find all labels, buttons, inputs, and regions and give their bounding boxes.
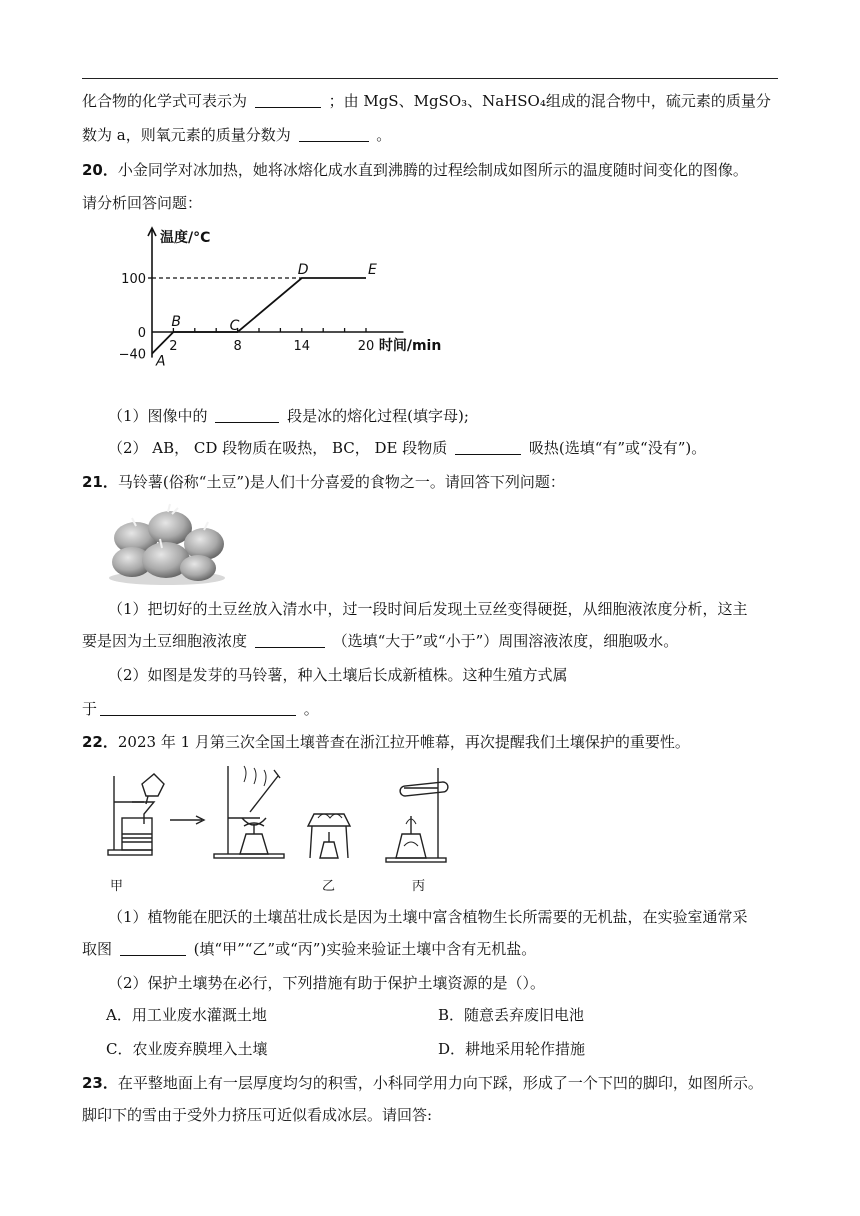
x-tick-label: 20 <box>357 339 375 354</box>
question-number: 22． <box>82 733 118 751</box>
option-d[interactable]: D．耕地采用轮作措施 <box>438 1040 586 1058</box>
q19-answer-blank-1[interactable] <box>255 91 321 108</box>
q23-stem-line-1 <box>82 1072 763 1094</box>
q21-answer-blank-2[interactable] <box>100 699 296 716</box>
q21-sub1-text: （选填“大于”或“小于”）周围溶液浓度，细胞吸水。 <box>332 632 679 650</box>
q20-sub2-text: （2） AB， CD 段物质在吸热， BC， DE 段物质 <box>108 439 448 457</box>
question-number: 20． <box>82 161 118 179</box>
q20-stem: 小金同学对冰加热，她将冰熔化成水直到沸腾的过程绘制成如图所示的温度随时间变化的图像。 <box>117 161 748 179</box>
q20-sub1-text: （1）图像中的 <box>108 407 208 425</box>
apparatus-yi-gauze-heating <box>308 814 350 858</box>
option-b[interactable]: B．随意丢弃废旧电池 <box>438 1006 585 1024</box>
q22-stem-text: 2023 年 1 月第三次全国土壤普查在浙江拉开帷幕，再次提醒我们土壤保护的重要性。 <box>117 733 690 751</box>
y-tick-label: 0 <box>137 326 146 341</box>
q20-stem-line-2 <box>82 192 202 214</box>
point-label: E <box>368 262 377 278</box>
q21-sub2-text: 。 <box>303 700 319 718</box>
q21-stem-text: 马铃薯(俗称“土豆”)是人们十分喜爱的食物之一。请回答下列问题： <box>117 473 565 491</box>
x-axis-label: 时间/min <box>378 338 442 354</box>
q20-sub1 <box>108 405 469 427</box>
option-c[interactable]: C．农业废弃膜埋入土壤 <box>106 1040 268 1058</box>
q20-sub1-text: 段是冰的熔化过程(填字母); <box>287 407 469 425</box>
q19-text: ；由 MgS、MgSO₃、NaHSO₄组成的混合物中，硫元素的质量分 <box>328 92 771 110</box>
q21-stem <box>82 471 565 493</box>
x-tick-label: 2 <box>169 339 178 354</box>
figure-label-yi: 乙 <box>322 879 336 894</box>
q22-stem <box>82 731 690 753</box>
temperature-time-chart <box>100 222 442 378</box>
q22-sub1-text: （1）植物能在肥沃的土壤茁壮成长是因为土壤中富含植物生长所需要的无机盐，在实验室通常采 <box>108 908 748 926</box>
q20-answer-blank-1[interactable] <box>215 406 279 423</box>
series-line <box>152 278 366 354</box>
q22-sub1-text: (填“甲”“乙”或“丙”)实验来验证土壤中含有无机盐。 <box>193 940 537 958</box>
apparatus-bing-test-tube <box>386 768 448 862</box>
point-label: A <box>156 353 166 370</box>
point-label: C <box>229 318 240 334</box>
header-rule <box>82 78 778 79</box>
question-number: 23． <box>82 1074 118 1092</box>
y-axis-label: 温度/°C <box>160 230 211 246</box>
apparatus-jia-filtration <box>108 774 164 855</box>
point-label: D <box>297 262 309 278</box>
apparatus-evaporation <box>214 766 284 858</box>
q19-text: 数为 a，则氧元素的质量分数为 <box>82 126 291 144</box>
q21-answer-blank-1[interactable] <box>255 631 325 648</box>
q23-stem-line-2 <box>82 1104 432 1126</box>
q19-text: 化合物的化学式可表示为 <box>82 92 248 110</box>
q22-sub1-text: 取图 <box>82 940 113 958</box>
q22-sub2 <box>108 972 545 994</box>
sprouting-potato-photo <box>106 500 228 586</box>
q22-sub2-text: （2）保护土壤势在必行，下列措施有助于保护土壤资源的是（）。 <box>108 974 546 992</box>
q22-answer-blank[interactable] <box>120 939 186 956</box>
q21-sub2-line-1 <box>108 664 568 686</box>
soil-experiment-apparatus-figure <box>104 762 454 890</box>
q22-sub1-line-1 <box>108 906 748 928</box>
figure-label-bing: 丙 <box>412 879 426 894</box>
q20-sub2-text: 吸热(选填“有”或“没有”)。 <box>528 439 707 457</box>
q21-sub1-text: 要是因为土豆细胞液浓度 <box>82 632 248 650</box>
q19-line-2 <box>82 124 391 146</box>
q21-sub2-text: 于 <box>82 700 98 718</box>
q19-answer-blank-2[interactable] <box>299 125 369 142</box>
q20-stem: 请分析回答问题： <box>82 194 203 212</box>
x-tick-label: 14 <box>293 339 311 354</box>
x-tick-label: 8 <box>233 339 242 354</box>
figure-label-jia: 甲 <box>110 879 124 894</box>
q21-sub1-text: （1）把切好的土豆丝放入清水中，过一段时间后发现土豆丝变得硬挺，从细胞液浓度分析，这主 <box>108 600 748 618</box>
q19-line-1 <box>82 90 771 112</box>
y-tick-label: 100 <box>121 272 146 287</box>
q21-sub1-line-1 <box>108 598 748 620</box>
option-a[interactable]: A．用工业废水灌溉土地 <box>106 1006 267 1024</box>
q22-sub1-line-2 <box>82 938 536 960</box>
q23-stem-text: 在平整地面上有一层厚度均匀的积雪，小科同学用力向下踩，形成了一个下凹的脚印，如图所示。 <box>117 1074 763 1092</box>
y-tick-label: −40 <box>118 347 146 363</box>
q20-answer-blank-2[interactable] <box>455 438 521 455</box>
point-label: B <box>171 314 182 330</box>
q20-sub2 <box>108 437 706 459</box>
q21-sub2-text: （2）如图是发芽的马铃薯，种入土壤后长成新植株。这种生殖方式属 <box>108 666 568 684</box>
q21-sub2-line-2 <box>82 698 319 720</box>
q20-stem-line-1 <box>82 159 748 181</box>
q23-stem-text: 脚印下的雪由于受外力挤压可近似看成冰层。请回答: <box>82 1106 433 1124</box>
q21-sub1-line-2 <box>82 630 678 652</box>
q19-text: 。 <box>376 126 392 144</box>
question-number: 21． <box>82 473 118 491</box>
